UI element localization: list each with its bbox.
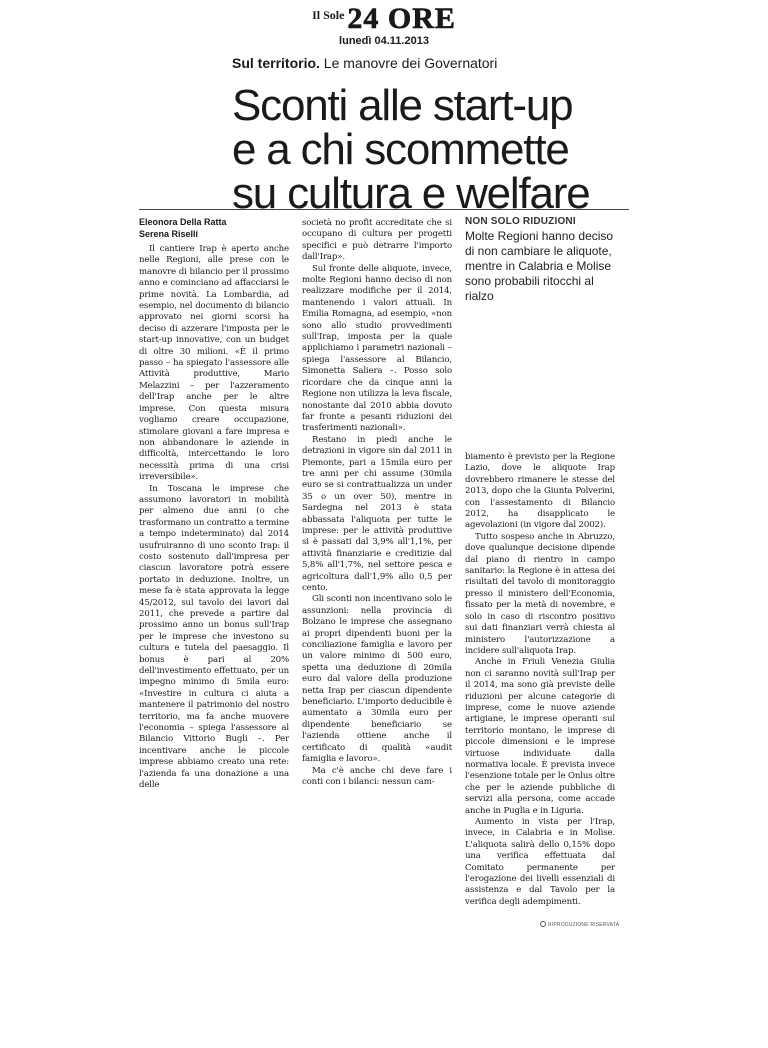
paragraph: Tutto sospeso anche in Abruzzo, dove qualunque decisione dipende dal piano di rientro in campo sanitario: la Regione è in attesa dei risultati del tavolo di monitoraggio presso il ministero dell'Economia, fissato per la metà di novembre, e solo in caso di riscontro positivo sui dati finanziari verrà chiesta al ministero l'autorizzazione a incidere sull'aliquota Irap. — [465, 531, 615, 656]
kicker-section: Sul territorio. — [232, 55, 320, 71]
paragraph: Anche in Friuli Venezia Giulia non ci saranno novità sull'Irap per il 2014, ma sono già previste delle riduzioni per alcune categorie di imprese, come le nuove aziende artigiane, le imprese operanti sul territorio montano, le imprese di piccole dimensioni e le imprese virtuose individuate dalla normativa locale. È prevista invece l'esenzione totale per le Onlus oltre che per le aziende pubbliche di servizi alla persona, come accade anche in Puglia e in Liguria. — [465, 657, 615, 816]
headline-line: su cultura e welfare — [232, 169, 590, 218]
byline — [139, 216, 227, 240]
author: Eleonora Della Ratta — [139, 217, 227, 227]
pull-quote-text: Molte Regioni hanno deciso di non cambiare le aliquote, mentre in Calabria e Molise sono probabili ritocchi al rialzo — [465, 229, 614, 303]
paragraph: società no profit accreditate che si occupano di cultura per progetti specifici e può detrarre l'importo dall'Irap». — [302, 218, 452, 263]
copyright-text: RIPRODUZIONE RISERVATA — [548, 922, 620, 928]
headline — [232, 81, 692, 218]
logo-small: Il Sole — [312, 8, 345, 22]
issue-date: lunedì 04.11.2013 — [339, 35, 429, 47]
kicker-topic: Le manovre dei Governatori — [323, 55, 498, 71]
author: Serena Riselli — [139, 229, 199, 239]
logo-big: 24 ORE — [347, 2, 456, 35]
article-column-1 — [139, 244, 289, 792]
paragraph: Sul fronte delle aliquote, invece, molte Regioni hanno deciso di non realizzare modifiche per il 2014, mantenendo i valori attuali. In Emilia Romagna, ad esempio, «non sono allo studio provvedimenti sull'Irap, imposta per la quale applichiamo i parametri nazionali – spiega l'assessore al Bilancio, Simonetta Saliera –. Posso solo ricordare che da cinque anni la Regione non utilizza la leva fiscale, nonostante dal 2010 abbia dovuto far fronte a pesanti riduzioni dei trasferimenti nazionali». — [302, 263, 452, 434]
pull-quote — [465, 216, 625, 304]
paragraph: Il cantiere Irap è aperto anche nelle Regioni, alle prese con le manovre di bilancio per il prossimo anno e cominciano ad affacciarsi le prime novità. La Lombardia, ad esempio, nel documento di bilancio approvato nei giorni scorsi ha deciso di azzerare l'imposta per le start-up innovative, con un budget di oltre 30 milioni. «È il primo passo – ha spiegato l'assessore alle Attività produttive, Mario Melazzini – per l'azzeramento dell'Irap anche per le altre imprese. Con questa misura vogliamo creare occupazione, stimolare giovani a fare impresa e non abbandonare le aziende in difficoltà, intercettando le loro necessità prima di una crisi irreversibile». — [139, 244, 289, 483]
divider-rule — [139, 209, 629, 210]
paragraph: In Toscana le imprese che assumono lavoratori in mobilità per almeno due anni (o che trasformano un contratto a termine a tempo indeterminato) dal 2014 usufruiranno di uno sconto Irap: il costo sostenuto dall'impresa per ciascun lavoratore potrà essere portato in deduzione. Inoltre, un mese fa è stata approvata la legge 45/2012, sul tavolo dei lavori dal 2011, che prevede a partire dal prossimo anno un bonus sull'Irap per le imprese che investono su cultura e tutela del paesaggio. Il bonus è pari al 20% dell'investimento effettuato, per un impegno minimo di 5mila euro: «Investire in cultura ci aiuta a mantenere il patrimonio del nostro territorio, ma fa anche muovere l'economia – spiega l'assessore al Bilancio Vittorio Bugli –. Per incentivare anche le piccole imprese abbiamo creato una rete: l'azienda fa una donazione a una delle — [139, 483, 290, 791]
kicker — [232, 55, 497, 71]
article-column-3 — [465, 452, 615, 908]
copyright-icon — [540, 921, 546, 927]
paragraph: Restano in piedi anche le detrazioni in vigore sin dal 2011 in Piemonte, pari a 15mila euro per tre anni per chi assume (30mila euro se si contrattualizza un under 35 o un over 50), mentre in Sardegna nel 2013 è stata abbassata l'aliquota per tutte le imprese: per le attività produttive si è passati dal 3,9% all'1,1%, per attività finanziarie e creditizie dal 5,8% all'1,7%, nel settore pesca e agricoltura dall'1,9% allo 0,5 per cento. — [302, 434, 452, 593]
paragraph: Aumento in vista per l'Irap, invece, in Calabria e in Molise. L'aliquota salirà dello 0,15% dopo una verifica effettuata dal Comitato permanente per l'erogazione dei livelli essenziali di assistenza e dal Tavolo per la verifica degli adempimenti. — [465, 817, 615, 907]
article-column-2 — [302, 218, 452, 788]
copyright-notice — [540, 921, 619, 928]
pull-quote-label: NON SOLO RIDUZIONI — [465, 216, 576, 227]
paragraph: Gli sconti non incentivano solo le assunzioni: nella provincia di Bolzano le imprese che assegnano ai propri dipendenti buoni per la conciliazione famiglia e lavoro per un valore minimo di 500 euro, spetta una deduzione di 20mila euro dal valore della produzione netta Irap per ciascun dipendente beneficiario. L'importo deducibile è aumentato a 30mila euro per dipendente beneficiario se l'azienda ottiene anche il certificato di qualità «audit famiglia e lavoro». — [302, 594, 452, 765]
headline-line: Sconti alle start-up — [232, 81, 573, 130]
paragraph: Ma c'è anche chi deve fare i conti con i bilanci: nessun cam- — [302, 765, 452, 787]
newspaper-logo — [0, 4, 768, 34]
paragraph: biamento è previsto per la Regione Lazio, dove le aliquote Irap dovrebbero rimanere le stesse del 2013, dopo che la Giunta Polverini, con l'assestamento di Bilancio 2012, ha disapplicato le agevolazioni (in vigore dal 2002). — [465, 452, 615, 531]
headline-line: e a chi scommette — [232, 125, 569, 174]
masthead — [0, 4, 768, 47]
